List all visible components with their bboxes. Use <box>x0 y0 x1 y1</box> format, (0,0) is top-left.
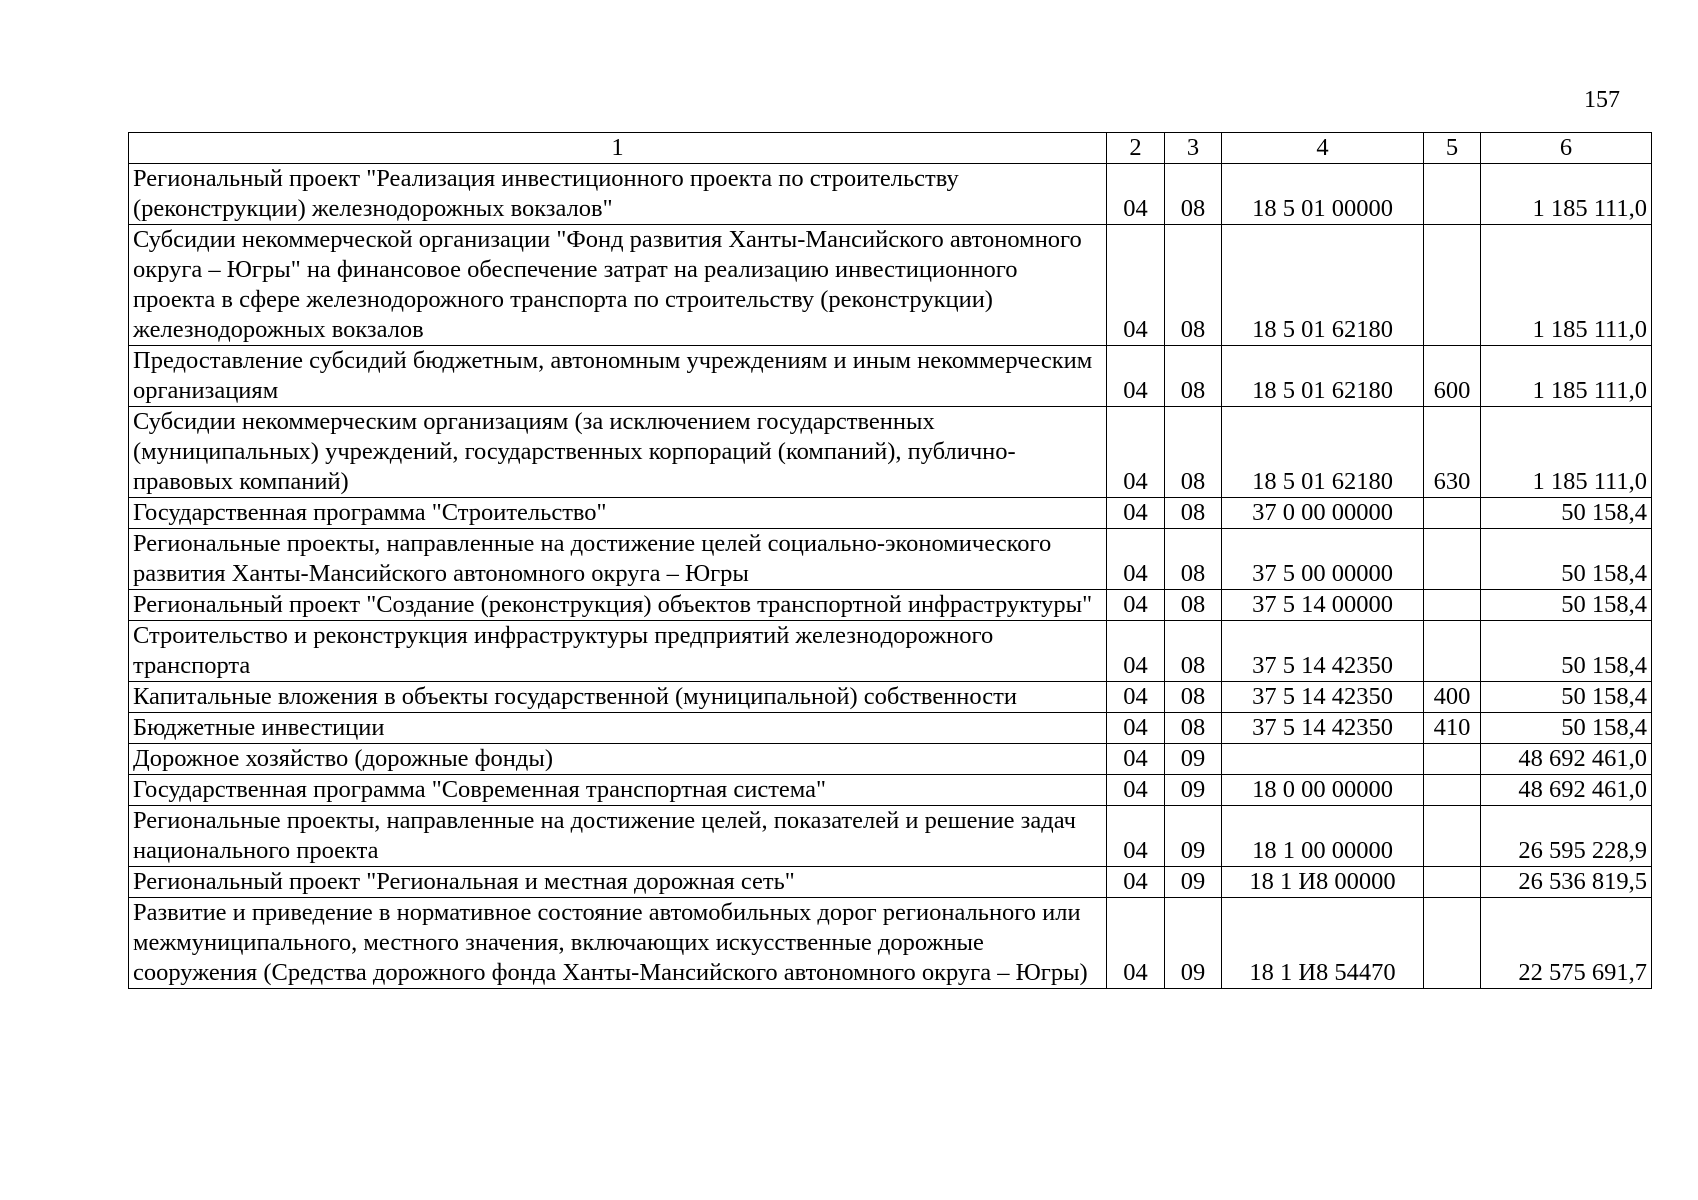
row-subsection: 08 <box>1165 621 1222 682</box>
page-number: 157 <box>1584 87 1620 113</box>
row-expense-type <box>1424 498 1481 529</box>
row-subsection: 08 <box>1165 590 1222 621</box>
row-expense-type: 400 <box>1424 682 1481 713</box>
row-target-article: 37 5 00 00000 <box>1222 529 1424 590</box>
row-subsection: 08 <box>1165 498 1222 529</box>
table-row <box>129 164 1652 225</box>
row-name: Региональные проекты, направленные на достижение целей, показателей и решение задач национального проекта <box>129 806 1107 867</box>
row-name: Государственная программа "Современная транспортная система" <box>129 775 1107 806</box>
table-row <box>129 346 1652 407</box>
column-header-6: 6 <box>1481 133 1652 164</box>
table-row <box>129 744 1652 775</box>
row-section: 04 <box>1107 346 1165 407</box>
row-section: 04 <box>1107 621 1165 682</box>
row-subsection: 09 <box>1165 898 1222 989</box>
row-name: Региональный проект "Создание (реконструкция) объектов транспортной инфраструктуры" <box>129 590 1107 621</box>
row-expense-type <box>1424 590 1481 621</box>
row-section: 04 <box>1107 225 1165 346</box>
row-subsection: 08 <box>1165 225 1222 346</box>
row-target-article: 18 1 И8 00000 <box>1222 867 1424 898</box>
row-target-article: 18 5 01 62180 <box>1222 346 1424 407</box>
row-amount: 26 536 819,5 <box>1481 867 1652 898</box>
row-target-article: 18 0 00 00000 <box>1222 775 1424 806</box>
column-header-3: 3 <box>1165 133 1222 164</box>
row-expense-type <box>1424 529 1481 590</box>
row-name: Предоставление субсидий бюджетным, автономным учреждениям и иным некоммерческим организациям <box>129 346 1107 407</box>
row-amount: 1 185 111,0 <box>1481 164 1652 225</box>
row-subsection: 09 <box>1165 744 1222 775</box>
row-target-article: 18 5 01 62180 <box>1222 407 1424 498</box>
table-row <box>129 806 1652 867</box>
row-name: Строительство и реконструкция инфраструктуры предприятий железнодорожного транспорта <box>129 621 1107 682</box>
table-row <box>129 898 1652 989</box>
row-subsection: 08 <box>1165 529 1222 590</box>
table-row <box>129 775 1652 806</box>
row-name: Дорожное хозяйство (дорожные фонды) <box>129 744 1107 775</box>
row-section: 04 <box>1107 164 1165 225</box>
row-target-article: 37 5 14 00000 <box>1222 590 1424 621</box>
table-body <box>129 164 1652 989</box>
row-target-article: 37 0 00 00000 <box>1222 498 1424 529</box>
row-target-article: 37 5 14 42350 <box>1222 621 1424 682</box>
row-amount: 1 185 111,0 <box>1481 407 1652 498</box>
row-amount: 50 158,4 <box>1481 498 1652 529</box>
row-amount: 1 185 111,0 <box>1481 346 1652 407</box>
row-section: 04 <box>1107 775 1165 806</box>
row-expense-type <box>1424 225 1481 346</box>
row-section: 04 <box>1107 498 1165 529</box>
row-expense-type: 600 <box>1424 346 1481 407</box>
row-amount: 50 158,4 <box>1481 713 1652 744</box>
table-header-row <box>129 133 1652 164</box>
row-expense-type <box>1424 164 1481 225</box>
row-section: 04 <box>1107 682 1165 713</box>
row-section: 04 <box>1107 590 1165 621</box>
row-target-article: 37 5 14 42350 <box>1222 682 1424 713</box>
row-subsection: 08 <box>1165 713 1222 744</box>
table-row <box>129 713 1652 744</box>
table-row <box>129 590 1652 621</box>
row-subsection: 08 <box>1165 164 1222 225</box>
table-row <box>129 682 1652 713</box>
row-target-article <box>1222 744 1424 775</box>
column-header-4: 4 <box>1222 133 1424 164</box>
row-subsection: 09 <box>1165 806 1222 867</box>
row-name: Развитие и приведение в нормативное состояние автомобильных дорог регионального или межмуниципального, местного значения, включающих искусственные дорожные сооружения (Средства дорожного фонда Ханты-Мансийского автономного округа – Югры) <box>129 898 1107 989</box>
row-name: Субсидии некоммерческой организации "Фонд развития Ханты-Мансийского автономного округа – Югры" на финансовое обеспечение затрат на реализацию инвестиционного проекта в сфере железнодорожного транспорта по строительству (реконструкции) железнодорожных вокзалов <box>129 225 1107 346</box>
row-expense-type <box>1424 621 1481 682</box>
column-header-1: 1 <box>129 133 1107 164</box>
row-target-article: 18 5 01 00000 <box>1222 164 1424 225</box>
column-header-5: 5 <box>1424 133 1481 164</box>
row-expense-type <box>1424 867 1481 898</box>
row-section: 04 <box>1107 407 1165 498</box>
row-expense-type <box>1424 744 1481 775</box>
row-expense-type <box>1424 898 1481 989</box>
row-amount: 50 158,4 <box>1481 590 1652 621</box>
row-section: 04 <box>1107 713 1165 744</box>
row-amount: 48 692 461,0 <box>1481 775 1652 806</box>
row-name: Региональные проекты, направленные на достижение целей социально-экономического развития Ханты-Мансийского автономного округа – Югры <box>129 529 1107 590</box>
row-expense-type <box>1424 775 1481 806</box>
table-row <box>129 498 1652 529</box>
budget-table <box>128 132 1652 989</box>
row-section: 04 <box>1107 806 1165 867</box>
row-amount: 26 595 228,9 <box>1481 806 1652 867</box>
row-section: 04 <box>1107 744 1165 775</box>
row-name: Региональный проект "Региональная и местная дорожная сеть" <box>129 867 1107 898</box>
table-row <box>129 621 1652 682</box>
row-name: Субсидии некоммерческим организациям (за исключением государственных (муниципальных) учреждений, государственных корпораций (компаний), публично-правовых компаний) <box>129 407 1107 498</box>
row-name: Капитальные вложения в объекты государственной (муниципальной) собственности <box>129 682 1107 713</box>
row-target-article: 18 1 И8 54470 <box>1222 898 1424 989</box>
table-row <box>129 407 1652 498</box>
row-amount: 1 185 111,0 <box>1481 225 1652 346</box>
row-expense-type: 630 <box>1424 407 1481 498</box>
row-section: 04 <box>1107 529 1165 590</box>
row-target-article: 18 5 01 62180 <box>1222 225 1424 346</box>
row-subsection: 08 <box>1165 407 1222 498</box>
row-amount: 50 158,4 <box>1481 529 1652 590</box>
row-target-article: 37 5 14 42350 <box>1222 713 1424 744</box>
row-name: Государственная программа "Строительство" <box>129 498 1107 529</box>
column-header-2: 2 <box>1107 133 1165 164</box>
row-subsection: 08 <box>1165 682 1222 713</box>
row-section: 04 <box>1107 898 1165 989</box>
row-target-article: 18 1 00 00000 <box>1222 806 1424 867</box>
row-amount: 50 158,4 <box>1481 621 1652 682</box>
row-section: 04 <box>1107 867 1165 898</box>
row-amount: 48 692 461,0 <box>1481 744 1652 775</box>
row-expense-type: 410 <box>1424 713 1481 744</box>
row-subsection: 09 <box>1165 867 1222 898</box>
row-subsection: 08 <box>1165 346 1222 407</box>
row-name: Региональный проект "Реализация инвестиционного проекта по строительству (реконструкции) железнодорожных вокзалов" <box>129 164 1107 225</box>
row-amount: 22 575 691,7 <box>1481 898 1652 989</box>
row-subsection: 09 <box>1165 775 1222 806</box>
table-row <box>129 225 1652 346</box>
table-row <box>129 529 1652 590</box>
row-expense-type <box>1424 806 1481 867</box>
row-name: Бюджетные инвестиции <box>129 713 1107 744</box>
row-amount: 50 158,4 <box>1481 682 1652 713</box>
table-row <box>129 867 1652 898</box>
